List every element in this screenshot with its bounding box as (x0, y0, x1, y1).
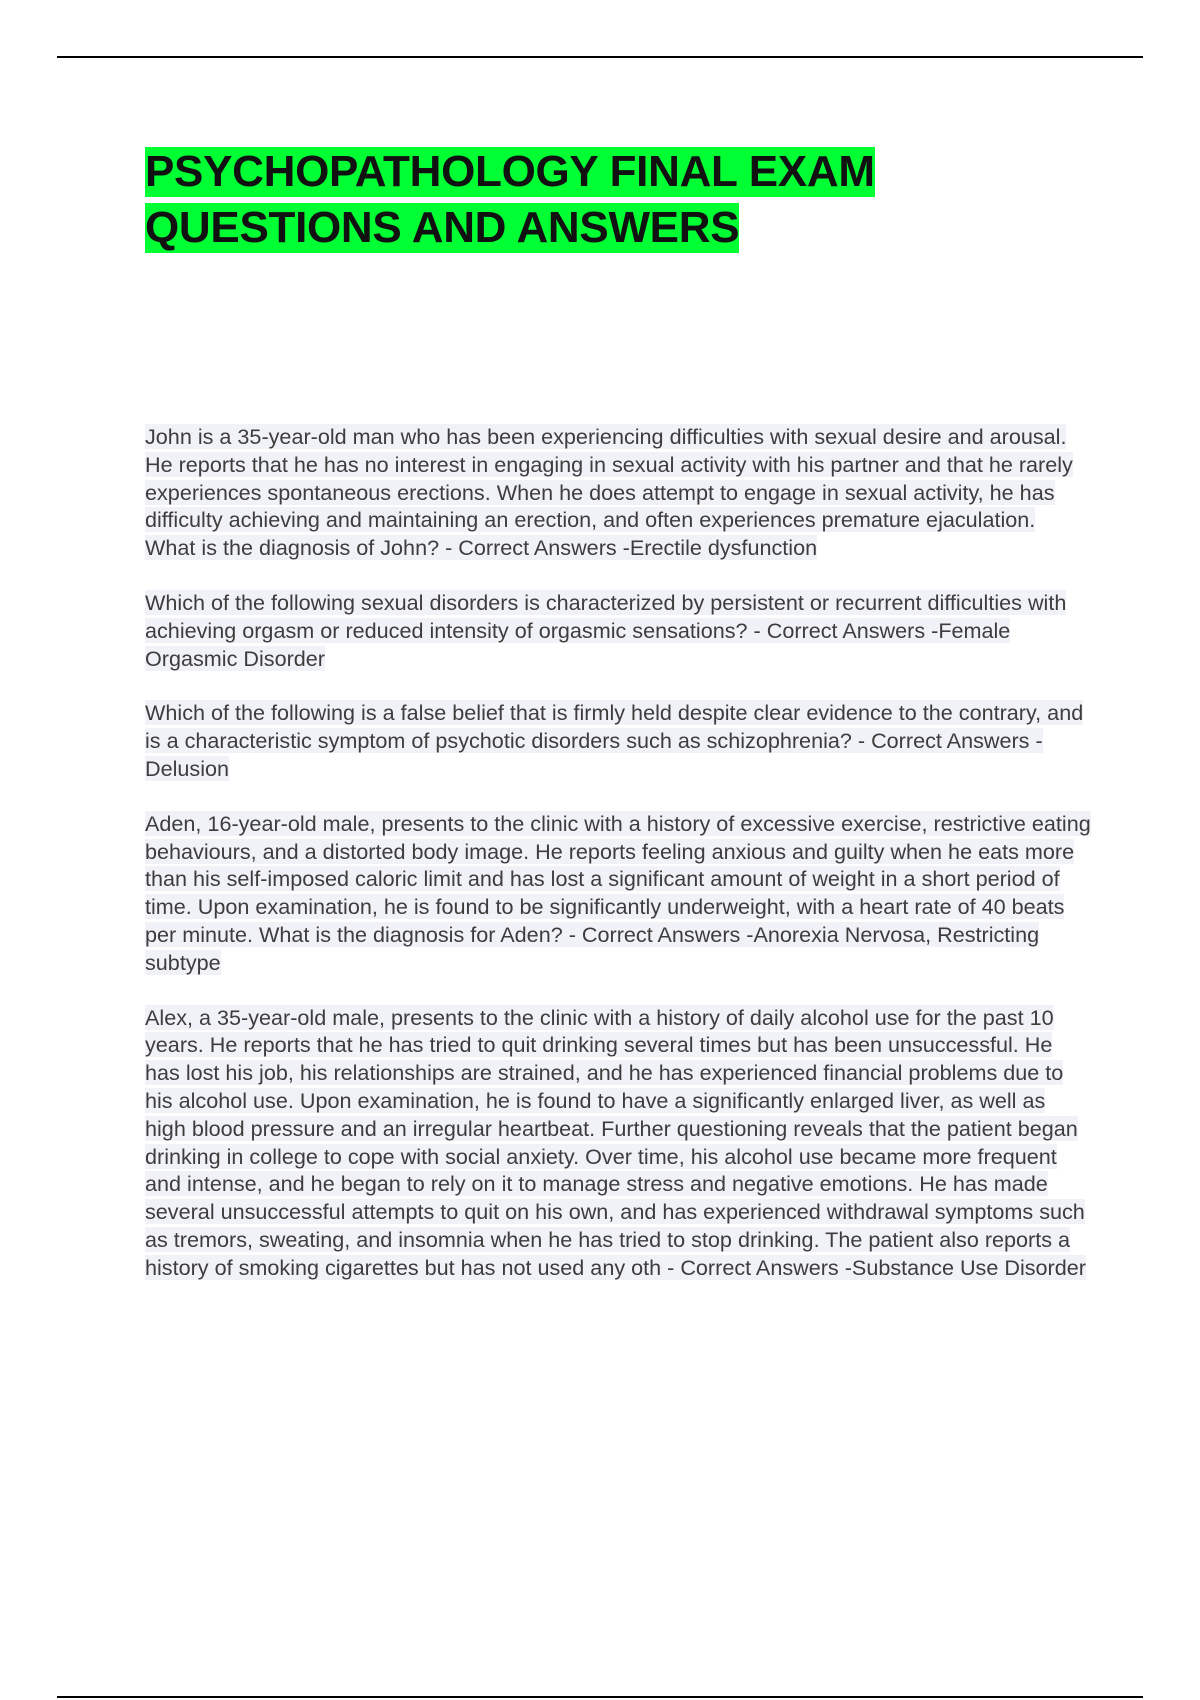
qa-text: Which of the following is a false belief that is firmly held despite clear evidence to the contrary, and is a characteristic symptom of psychotic disorders such as schizophrenia? - Correct Answers -Delusion (145, 700, 1084, 781)
bottom-rule (57, 1696, 1143, 1698)
qa-text: Which of the following sexual disorders is characterized by persistent or recurrent difficulties with achieving orgasm or reduced intensity of orgasmic sensations? - Correct Answers -Female Orgasmic Disorder (145, 589, 1067, 671)
document-title (145, 144, 1091, 256)
top-rule (57, 56, 1143, 58)
qa-item-alex (145, 1004, 1091, 1282)
qa-text: Alex, a 35-year-old male, presents to the clinic with a history of daily alcohol use for the past 10 years. He reports that he has tried to quit drinking several times but has been unsuccessful. He has lost his job, his relationships are strained, and he has experienced financial problems due to his alcohol use. Upon examination, he is found to have a significantly enlarged liver, as well as high blood pressure and an irregular heartbeat. Further questioning reveals that the patient began drinking in college to cope with social anxiety. Over time, his alcohol use became more frequent and intense, and he began to rely on it to manage stress and negative emotions. He has made several unsuccessful attempts to quit on his own, and has experienced withdrawal symptoms such as tremors, sweating, and insomnia when he has tried to stop drinking. The patient also reports a history of smoking cigarettes but has not used any oth - Correct Answers -Substance Use Disorder (145, 1004, 1086, 1280)
title-line-1: PSYCHOPATHOLOGY FINAL EXAM (145, 147, 875, 196)
qa-item-delusion (145, 699, 1091, 782)
title-line-2: QUESTIONS AND ANSWERS (145, 203, 740, 252)
qa-item-aden (145, 810, 1091, 977)
document-body (145, 144, 1091, 1309)
qa-item-orgasmic-disorder (145, 589, 1091, 672)
qa-text: Aden, 16-year-old male, presents to the clinic with a history of excessive exercise, restrictive eating behaviours, and a distorted body image. He reports feeling anxious and guilty when he eats more than his self-imposed caloric limit and has lost a significant amount of weight in a short period of time. Upon examination, he is found to be significantly underweight, with a heart rate of 40 beats per minute. What is the diagnosis for Aden? - Correct Answers -Anorexia Nervosa, Restricting subtype (145, 810, 1091, 975)
qa-item-john (145, 423, 1091, 562)
qa-text: John is a 35-year-old man who has been experiencing difficulties with sexual desire and arousal. He reports that he has no interest in engaging in sexual activity with his partner and that he rarely experiences spontaneous erections. When he does attempt to engage in sexual activity, he has difficulty achieving and maintaining an erection, and often experiences premature ejaculation. What is the diagnosis of John? - Correct Answers -Erectile dysfunction (145, 424, 1073, 561)
qa-list (145, 423, 1091, 1282)
